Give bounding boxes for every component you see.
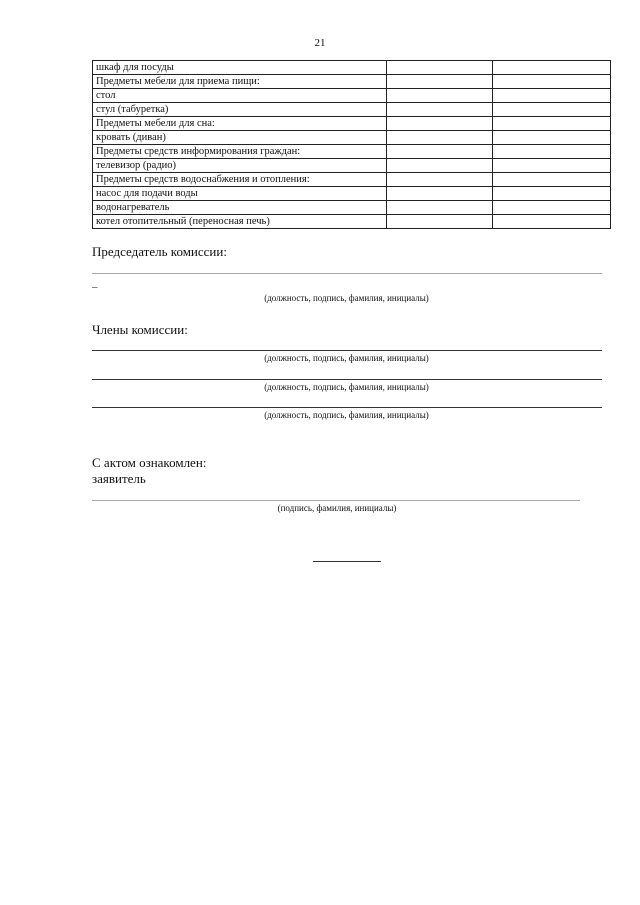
table-row [93,75,611,89]
applicant-caption: (подпись, фамилия, инициалы) [277,503,397,513]
empty-cell [387,61,493,75]
item-name-cell: кровать (диван) [93,131,387,145]
item-name-cell: Предметы мебели для приема пищи: [93,75,387,89]
empty-cell [387,159,493,173]
table-row [93,103,611,117]
applicant-label: заявитель [92,471,146,486]
empty-cell [387,145,493,159]
empty-cell [493,159,611,173]
closing-rule [313,561,381,562]
empty-cell [387,131,493,145]
item-name-cell: Предметы средств водоснабжения и отопления: [93,173,387,187]
empty-cell [493,131,611,145]
table-row [93,159,611,173]
empty-cell [493,187,611,201]
members-heading: Члены комиссии: [92,322,188,337]
item-name-cell: водонагреватель [93,201,387,215]
empty-cell [387,75,493,89]
chairman-dash: – [92,281,98,293]
member-signature-line-1 [92,350,602,351]
empty-cell [387,173,493,187]
applicant-signature-line [92,500,580,501]
empty-cell [493,61,611,75]
item-name-cell: стул (табуретка) [93,103,387,117]
table-row [93,131,611,145]
table-row [93,215,611,229]
empty-cell [387,215,493,229]
property-table-body [93,61,611,229]
chairman-caption: (должность, подпись, фамилия, инициалы) [264,293,429,303]
empty-cell [387,201,493,215]
item-name-cell: телевизор (радио) [93,159,387,173]
member-caption-1: (должность, подпись, фамилия, инициалы) [264,353,429,363]
item-name-cell: котел отопительный (переносная печь) [93,215,387,229]
empty-cell [493,89,611,103]
item-name-cell: насос для подачи воды [93,187,387,201]
empty-cell [493,145,611,159]
item-name-cell: стол [93,89,387,103]
empty-cell [493,103,611,117]
chairman-heading: Председатель комиссии: [92,244,227,259]
acknowledgement-heading: С актом ознакомлен: [92,455,207,470]
member-caption-3: (должность, подпись, фамилия, инициалы) [264,410,429,420]
empty-cell [387,89,493,103]
member-signature-line-2 [92,379,602,380]
empty-cell [387,187,493,201]
empty-cell [493,173,611,187]
table-row [93,117,611,131]
empty-cell [493,75,611,89]
table-row [93,187,611,201]
empty-cell [493,215,611,229]
member-caption-2: (должность, подпись, фамилия, инициалы) [264,382,429,392]
empty-cell [387,117,493,131]
table-row [93,61,611,75]
table-row [93,201,611,215]
empty-cell [493,117,611,131]
page-number: 21 [314,37,326,49]
table-row [93,145,611,159]
table-row [93,173,611,187]
chairman-signature-line [92,273,602,274]
member-signature-line-3 [92,407,602,408]
item-name-cell: Предметы мебели для сна: [93,117,387,131]
property-table [92,60,611,229]
item-name-cell: шкаф для посуды [93,61,387,75]
table-row [93,89,611,103]
empty-cell [387,103,493,117]
empty-cell [493,201,611,215]
item-name-cell: Предметы средств информирования граждан: [93,145,387,159]
